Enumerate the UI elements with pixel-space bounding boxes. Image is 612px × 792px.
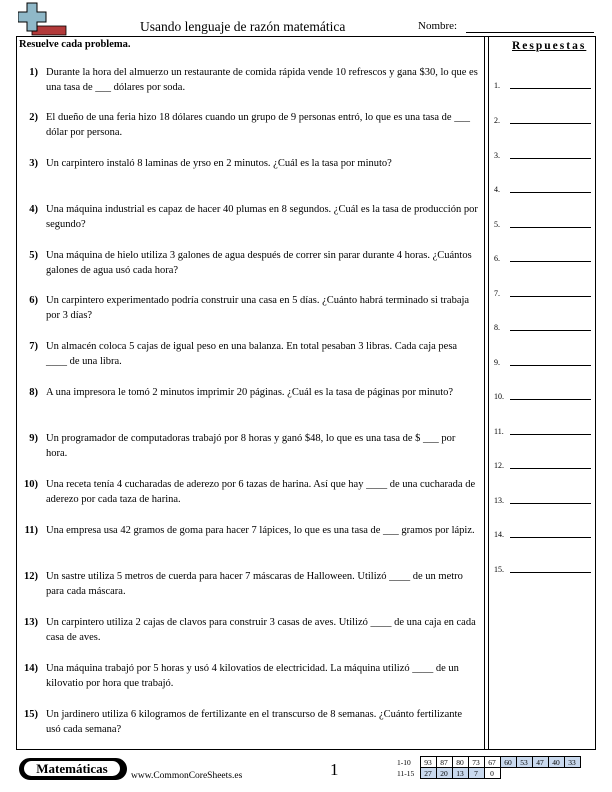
worksheet-title: Usando lenguaje de razón matemática xyxy=(140,19,346,34)
answer-number: 6. xyxy=(494,254,500,263)
problem-text: Un jardinero utiliza 6 kilogramos de fertilizante en el transcurso de 8 semanas. ¿Cuánto fertilizante usó cada semana? xyxy=(46,709,463,735)
score-cell: 60 xyxy=(500,757,516,768)
score-cell: 27 xyxy=(420,768,436,779)
score-cell: 73 xyxy=(468,757,484,768)
column-divider xyxy=(484,36,489,750)
page-number: 1 xyxy=(330,760,339,779)
answer-line[interactable] xyxy=(510,123,591,124)
answer-11[interactable] xyxy=(494,422,594,436)
answer-14[interactable] xyxy=(494,525,594,539)
answer-line[interactable] xyxy=(510,399,591,400)
answer-2[interactable] xyxy=(494,111,594,125)
problem-text: Un carpintero utiliza 2 cajas de clavos para construir 3 casas de aves. Utilizó ____ de una caja en cada casa de aves. xyxy=(46,617,476,643)
score-row-2 xyxy=(396,768,580,779)
answer-12[interactable] xyxy=(494,456,594,470)
answer-number: 5. xyxy=(494,220,500,229)
answer-number: 14. xyxy=(494,530,504,539)
problem-number: 6) xyxy=(29,295,38,306)
answer-number: 1. xyxy=(494,81,500,90)
score-cell: 20 xyxy=(436,768,452,779)
problem-text: Una receta tenía 4 cucharadas de aderezo por 6 tazas de harina. Así que hay ____ de una cucharada de aderezo por cada taza de harina. xyxy=(46,479,476,505)
answer-line[interactable] xyxy=(510,468,591,469)
score-row-1 xyxy=(396,757,580,768)
answer-4[interactable] xyxy=(494,180,594,194)
answer-number: 3. xyxy=(494,151,500,160)
problem-text: El dueño de una feria hizo 18 dólares cuando un grupo de 9 personas entró, lo que es una tasa de ___ dólar por persona. xyxy=(46,112,470,138)
answer-9[interactable] xyxy=(494,353,594,367)
answer-line[interactable] xyxy=(510,572,591,573)
problem-number: 8) xyxy=(29,387,38,398)
problem-text: Un carpintero experimentado podría construir una casa en 5 días. ¿Cuánto habrá terminado si trabaja por 3 días? xyxy=(46,295,470,321)
answer-line[interactable] xyxy=(510,192,591,193)
answer-number: 7. xyxy=(494,289,500,298)
problem-number: 11) xyxy=(24,525,38,536)
problem-text: Un carpintero instaló 8 laminas de yrso en 2 minutos. ¿Cuál es la tasa por minuto? xyxy=(46,158,392,169)
answer-line[interactable] xyxy=(510,537,591,538)
footer-url[interactable]: www.CommonCoreSheets.es xyxy=(131,771,243,781)
answer-number: 2. xyxy=(494,116,500,125)
score-cell: 47 xyxy=(532,757,548,768)
answer-15[interactable] xyxy=(494,560,594,574)
problem-text: Un sastre utiliza 5 metros de cuerda para hacer 7 máscaras de Halloween. Utilizó ____ de un metro para cada máscara. xyxy=(46,571,463,597)
answer-3[interactable] xyxy=(494,146,594,160)
problem-text: A una impresora le tomó 2 minutos imprimir 20 páginas. ¿Cuál es la tasa de páginas por minuto? xyxy=(46,387,454,398)
problem-text: Un almacén coloca 5 cajas de igual peso en una balanza. En total pesaban 3 libras. Cada caja pesa ____ de una libra. xyxy=(46,341,458,367)
problem-number: 7) xyxy=(29,341,38,352)
answer-line[interactable] xyxy=(510,503,591,504)
answers-title: Respuestas xyxy=(512,40,587,52)
problem-number: 10) xyxy=(24,479,38,490)
problem-number: 1) xyxy=(29,67,38,78)
answer-line[interactable] xyxy=(510,296,591,297)
score-cell: 0 xyxy=(484,768,500,779)
answer-number: 8. xyxy=(494,323,500,332)
answer-1[interactable] xyxy=(494,76,594,90)
problem-text: Una empresa usa 42 gramos de goma para hacer 7 lápices, lo que es una tasa de ___ gramos por lápiz. xyxy=(46,525,475,536)
answer-13[interactable] xyxy=(494,491,594,505)
problem-number: 4) xyxy=(29,204,38,215)
problem-number: 2) xyxy=(29,112,38,123)
answer-number: 13. xyxy=(494,496,504,505)
problem-number: 5) xyxy=(29,250,38,261)
score-cell: 40 xyxy=(548,757,564,768)
plus-logo-icon xyxy=(18,2,68,36)
answer-10[interactable] xyxy=(494,387,594,401)
answer-number: 9. xyxy=(494,358,500,367)
answer-number: 11. xyxy=(494,427,504,436)
score-cell: 93 xyxy=(420,757,436,768)
answer-line[interactable] xyxy=(510,261,591,262)
answer-number: 15. xyxy=(494,565,504,574)
instructions: Resuelve cada problema. xyxy=(19,39,131,50)
answer-line[interactable] xyxy=(510,227,591,228)
score-row-label: 1-10 xyxy=(397,757,411,767)
problem-number: 14) xyxy=(24,663,38,674)
problem-text: Una máquina industrial es capaz de hacer 40 plumas en 8 segundos. ¿Cuál es la tasa de producción por segundo? xyxy=(46,204,478,230)
name-field-line[interactable] xyxy=(466,32,594,33)
answer-7[interactable] xyxy=(494,284,594,298)
answer-line[interactable] xyxy=(510,330,591,331)
score-table xyxy=(396,756,581,779)
problem-number: 3) xyxy=(29,158,38,169)
answer-line[interactable] xyxy=(510,158,591,159)
problem-text: Una máquina de hielo utiliza 3 galones de agua después de correr sin parar durante 4 horas. ¿Cuántos galones de agua usó cada hora? xyxy=(46,250,472,276)
score-cell: 33 xyxy=(564,757,580,768)
problem-text: Durante la hora del almuerzo un restaurante de comida rápida vende 10 refrescos y gana $30, lo que es una tasa de ___ dólares por soda. xyxy=(46,67,478,93)
score-cell: 87 xyxy=(436,757,452,768)
answer-line[interactable] xyxy=(510,365,591,366)
score-cell: 67 xyxy=(484,757,500,768)
score-cell: 13 xyxy=(452,768,468,779)
answer-line[interactable] xyxy=(510,434,591,435)
subject-badge xyxy=(19,758,127,780)
problem-text: Una máquina trabajó por 5 horas y usó 4 kilovatios de electricidad. La máquina utilizó ____ de un kilovatio por hora que trabajó. xyxy=(46,663,459,689)
answer-number: 12. xyxy=(494,461,504,470)
problem-number: 15) xyxy=(24,709,38,720)
problem-number: 9) xyxy=(29,433,38,444)
answer-5[interactable] xyxy=(494,215,594,229)
subject-badge-label: Matemáticas xyxy=(24,761,120,776)
answer-line[interactable] xyxy=(510,88,591,89)
name-label: Nombre: xyxy=(418,20,458,32)
score-cell: 53 xyxy=(516,757,532,768)
score-cell: 80 xyxy=(452,757,468,768)
answer-number: 4. xyxy=(494,185,500,194)
score-cell: 7 xyxy=(468,768,484,779)
answer-6[interactable] xyxy=(494,249,594,263)
problem-text: Un programador de computadoras trabajó por 8 horas y ganó $48, lo que es una tasa de $ ___ por hora. xyxy=(46,433,456,459)
problem-number: 13) xyxy=(24,617,38,628)
score-row-label: 11-15 xyxy=(397,768,415,778)
answer-8[interactable] xyxy=(494,318,594,332)
answer-number: 10. xyxy=(494,392,504,401)
problem-number: 12) xyxy=(24,571,38,582)
